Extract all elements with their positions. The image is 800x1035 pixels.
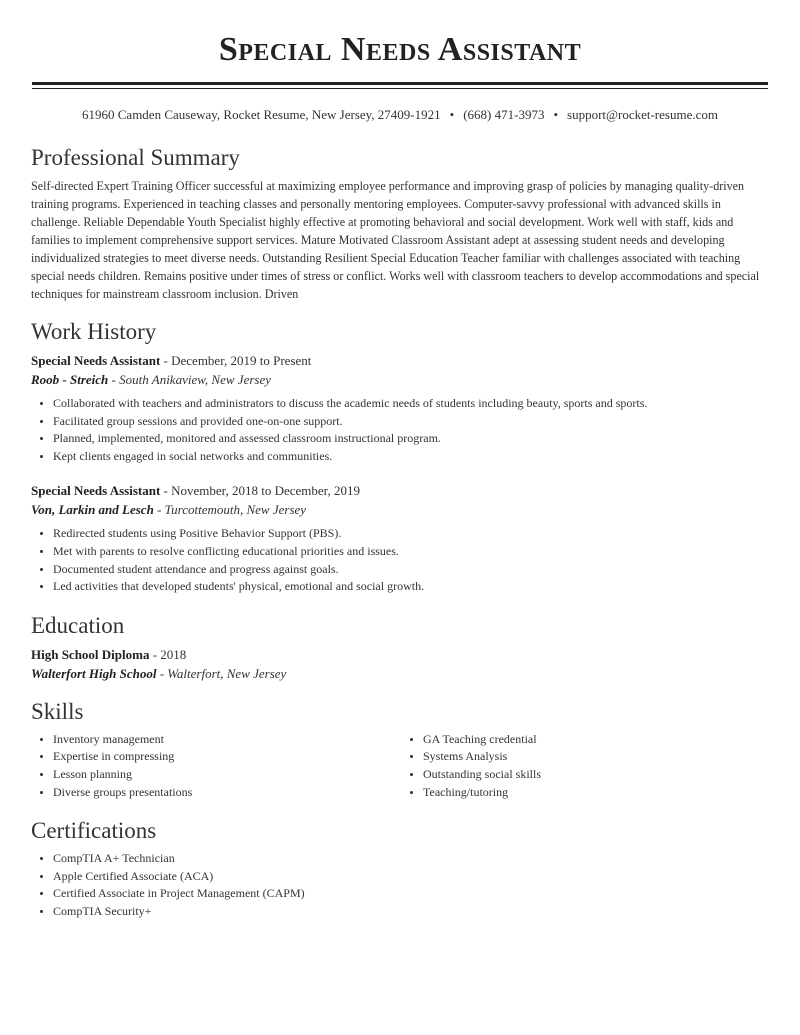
skills-title: Skills [31, 698, 84, 724]
job-role: Special Needs Assistant [31, 483, 161, 499]
job-bullets [31, 525, 771, 595]
list-item: • Outstanding social skills [423, 766, 771, 784]
job-location: - Turcottemouth, New Jersey [153, 502, 307, 518]
list-item: • Kept clients engaged in social networks and communities. [53, 448, 771, 466]
education-school: Walterfort High School [31, 665, 157, 681]
contact-line [0, 106, 800, 124]
job-company: Roob - Streich [31, 372, 109, 387]
list-item: • Diverse groups presentations [53, 784, 401, 802]
job-title-line [31, 482, 771, 500]
job-entry [31, 352, 771, 465]
list-item: • Apple Certified Associate (ACA) [53, 868, 771, 886]
header-rule-thick [32, 82, 768, 85]
certifications-section [31, 817, 771, 920]
contact-address: 61960 Camden Causeway, Rocket Resume, New Jersey, 27409-1921 [82, 107, 441, 122]
job-role: Special Needs Assistant [31, 353, 161, 368]
education-school-line [31, 664, 771, 683]
list-item: • Collaborated with teachers and administrators to discuss the academic needs of students including beauty, sports and sports. [53, 395, 771, 413]
education-year: - 2018 [149, 646, 187, 662]
job-location: - South Anikaview, New Jersey [108, 372, 271, 387]
list-item: • Led activities that developed students' physical, emotional and social growth. [53, 578, 771, 596]
contact-phone: (668) 471-3973 [463, 107, 545, 122]
skills-section [31, 698, 771, 801]
contact-email[interactable]: support@rocket-resume.com [567, 107, 718, 122]
list-item: • Expertise in compressing [53, 748, 401, 766]
certifications-title: Certifications [31, 818, 157, 844]
job-dates: - December, 2019 to Present [160, 353, 312, 368]
education-degree-line [31, 646, 771, 664]
work-history-section [31, 318, 771, 596]
skills-left-list [31, 731, 401, 801]
job-dates: - November, 2018 to December, 2019 [160, 483, 360, 499]
work-history-title: Work History [31, 319, 157, 344]
job-entry [31, 482, 771, 595]
list-item: • Documented student attendance and progress against goals. [53, 561, 771, 579]
job-company-line [31, 370, 771, 389]
resume-content [31, 144, 771, 921]
list-item: • Redirected students using Positive Behavior Support (PBS). [53, 525, 771, 543]
list-item: • CompTIA A+ Technician [53, 850, 771, 868]
list-item: • Inventory management [53, 731, 401, 749]
skills-right-list [401, 731, 771, 801]
list-item: • Met with parents to resolve conflicting educational priorities and issues. [53, 543, 771, 561]
summary-title: Professional Summary [31, 145, 240, 170]
summary-text: Self-directed Expert Training Officer successful at maximizing employee performance and improving grasp of policies by managing quality-driven training programs. Experienced in teaching classes and personally mentoring employees. Computer-savvy professional with advanced skills in challenge. Reliable Dependable Youth Specialist highly effective at promoting behavioral and social development. Work well with staff, kids and families to implement comprehensive support services. Mature Motivated Classroom Assistant adept at assessing student needs and developing individualized strategies to meet diverse needs. Outstanding Resilient Special Education Teacher familiar with challenges associated with teaching special needs children. Remains positive under times of stress or conflict. Works well with classroom teachers to develop accommodations and special techniques for mainstream classroom inclusion. Driven [31, 179, 760, 301]
contact-separator: • [553, 107, 559, 122]
contact-separator: • [449, 107, 455, 122]
header-rule-thin [32, 88, 768, 89]
education-section [31, 612, 771, 683]
candidate-name: Special Needs Assistant [218, 31, 582, 68]
list-item: • Lesson planning [53, 766, 401, 784]
education-location: - Walterfort, New Jersey [156, 665, 287, 681]
job-bullets [31, 395, 771, 465]
summary-section [31, 144, 771, 303]
education-degree: High School Diploma [31, 646, 150, 662]
job-company-line [31, 500, 771, 519]
list-item: • Certified Associate in Project Management (CAPM) [53, 885, 771, 903]
education-title: Education [31, 612, 125, 638]
list-item: • Facilitated group sessions and provided one-on-one support. [53, 413, 771, 431]
list-item: • Systems Analysis [423, 748, 771, 766]
list-item: • Teaching/tutoring [423, 784, 771, 802]
job-title-line [31, 352, 771, 370]
list-item: • Planned, implemented, monitored and assessed classroom instructional program. [53, 430, 771, 448]
certifications-list [31, 850, 771, 920]
list-item: • CompTIA Security+ [53, 903, 771, 921]
skills-columns [31, 726, 771, 801]
job-company: Von, Larkin and Lesch [31, 502, 154, 518]
list-item: • GA Teaching credential [423, 731, 771, 749]
